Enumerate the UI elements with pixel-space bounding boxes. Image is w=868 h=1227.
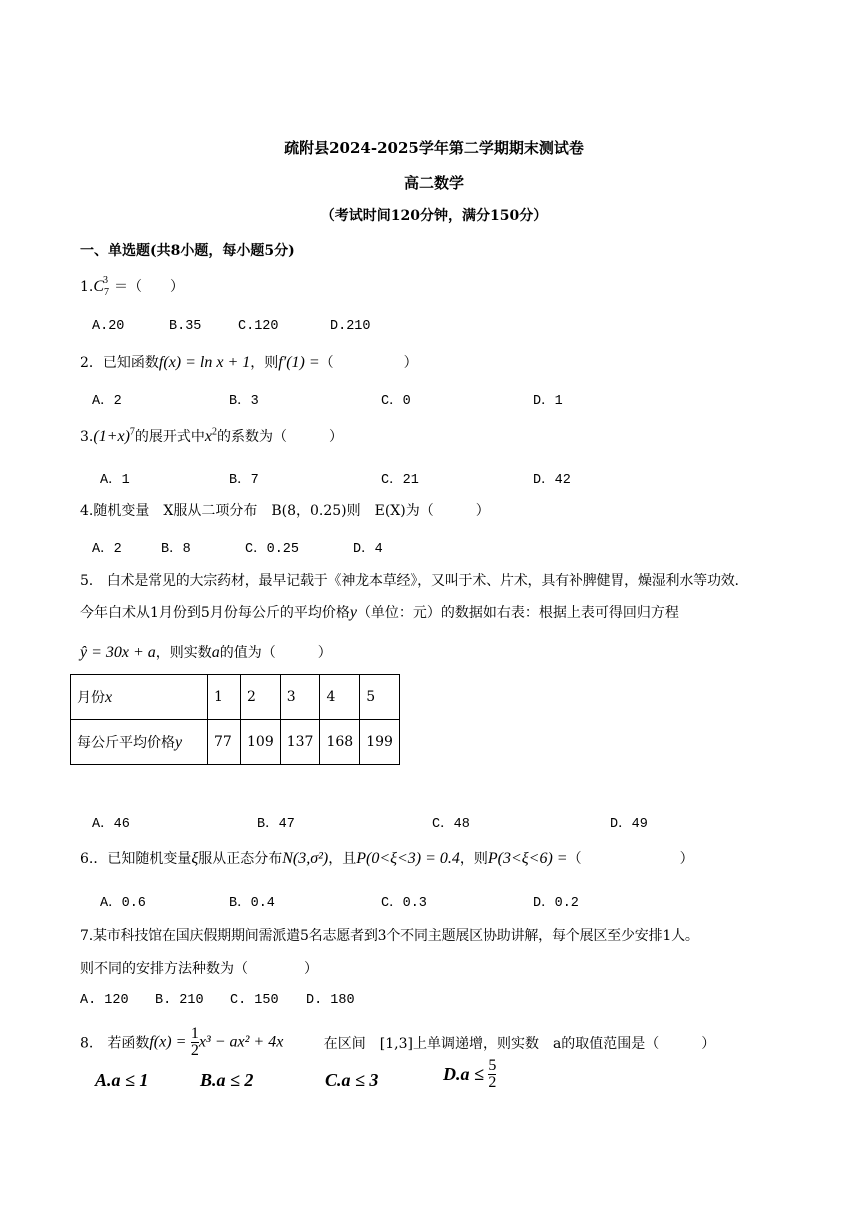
table-row bbox=[71, 675, 400, 720]
q6-option-a: A．0.6 bbox=[100, 896, 146, 911]
q7-option-a: A. 120 bbox=[80, 993, 129, 1008]
q8-option-c: C.a ≤ 3 bbox=[325, 1070, 379, 1090]
table-header-month: 月份x bbox=[71, 675, 208, 720]
question-3 bbox=[80, 426, 343, 446]
q7-line-2: 则不同的安排方法种数为（ ） bbox=[80, 961, 318, 977]
table-cell: 199 bbox=[360, 720, 400, 765]
q2-option-a: A．2 bbox=[92, 394, 122, 409]
q2-derivative: f′(1) = bbox=[278, 354, 320, 371]
q8-option-b: B.a ≤ 2 bbox=[200, 1070, 254, 1090]
q2-option-b: B．3 bbox=[229, 394, 259, 409]
q1-option-b: B.35 bbox=[169, 319, 202, 334]
exam-subject: 高二数学 bbox=[403, 174, 464, 192]
q3-tail: 的系数为（ ） bbox=[217, 429, 344, 445]
q1-combination: $C_7^3$ bbox=[93, 274, 110, 299]
exam-title: 疏附县2024-2025学年第二学期期末测试卷 bbox=[284, 139, 584, 157]
question-2 bbox=[80, 352, 418, 372]
q8-option-d-fraction: $\frac{5}{2}$ bbox=[488, 1057, 497, 1091]
q6-option-d: D．0.2 bbox=[533, 896, 579, 911]
q5-line-1: 5. 白术是常见的大宗药材，最早记载于《神龙本草经》，又叫于术、片术，具有补脾健胃，燥湿利水等功效. bbox=[80, 573, 739, 589]
question-1 bbox=[80, 276, 184, 298]
q8-option-d: D.a ≤ $\frac{5}{2}$ bbox=[443, 1057, 497, 1091]
q1-option-c: C.120 bbox=[238, 319, 279, 334]
question-4: 4.随机变量 X服从二项分布 B(8，0.25)则 E(X)为（ ） bbox=[80, 503, 490, 519]
q7-option-c: C. 150 bbox=[230, 993, 279, 1008]
q2-mid: ，则 bbox=[250, 355, 279, 371]
q1-number: 1. bbox=[80, 279, 94, 295]
q5-option-a: A．46 bbox=[92, 817, 130, 832]
table-cell: 2 bbox=[241, 675, 281, 720]
table-cell: 4 bbox=[320, 675, 360, 720]
q6-option-b: B．0.4 bbox=[229, 896, 275, 911]
q5-data-table bbox=[70, 674, 400, 765]
q5-option-c: C．48 bbox=[432, 817, 470, 832]
q4-option-c: C．0.25 bbox=[245, 542, 300, 557]
table-cell: 109 bbox=[241, 720, 281, 765]
q3-mid: 的展开式中 bbox=[134, 429, 205, 445]
table-row bbox=[71, 720, 400, 765]
q4-option-b: B．8 bbox=[161, 542, 191, 557]
q2-option-d: D．1 bbox=[533, 394, 563, 409]
q5-option-d: D．49 bbox=[610, 817, 648, 832]
question-6: 6.．已知随机变量ξ服从正态分布N(3,σ²)，且P(0<ξ<3) = 0.4，则P(3<ξ<6) =（ ） bbox=[80, 850, 694, 867]
q3-option-d: D．42 bbox=[533, 473, 571, 488]
table-cell: 168 bbox=[320, 720, 360, 765]
q1-option-d: D.210 bbox=[330, 319, 371, 334]
section-heading: 一、单选题(共8小题，每小题5分) bbox=[80, 243, 295, 259]
table-cell: 77 bbox=[208, 720, 241, 765]
q3-option-b: B．7 bbox=[229, 473, 259, 488]
q2-tail: （ ） bbox=[319, 355, 418, 371]
q3-lead: 3. bbox=[80, 429, 94, 445]
q1-option-a: A.20 bbox=[92, 319, 125, 334]
q5-line-2: 今年白术从1月份到5月份每公斤的平均价格y（单位：元）的数据如右表：根据上表可得回归方程 bbox=[80, 604, 679, 621]
q5-regression-equation: ŷ = 30x + a bbox=[80, 644, 156, 661]
table-header-price: 每公斤平均价格y bbox=[71, 720, 208, 765]
q8-option-a: A.a ≤ 1 bbox=[95, 1070, 149, 1090]
q4-option-a: A．2 bbox=[92, 542, 122, 557]
q3-option-a: A．1 bbox=[100, 473, 130, 488]
exam-info: （考试时间120分钟，满分150分） bbox=[320, 208, 548, 224]
table-cell: 1 bbox=[208, 675, 241, 720]
q3-option-c: C．21 bbox=[381, 473, 419, 488]
q5-line-3: ŷ = 30x + a，则实数a的值为（ ） bbox=[80, 644, 332, 661]
q5-option-b: B．47 bbox=[257, 817, 295, 832]
table-cell: 137 bbox=[280, 720, 320, 765]
table-cell: 5 bbox=[360, 675, 400, 720]
q4-option-d: D．4 bbox=[353, 542, 383, 557]
q7-line-1: 7.某市科技馆在国庆假期期间需派遣5名志愿者到3个不同主题展区协助讲解，每个展区至少安排1人。 bbox=[80, 928, 699, 944]
question-8: 8. 若函数f(x) = $\frac{1}{2}$ x³ − ax² + 4x 在区间 [1,3]上单调递增，则实数 a的取值范围是（ ） bbox=[80, 1025, 716, 1059]
q3-expression: $(1+x)^7$ bbox=[93, 426, 135, 445]
q6-normal-dist: N(3,σ²) bbox=[282, 850, 329, 867]
q2-option-c: C．0 bbox=[381, 394, 411, 409]
table-cell: 3 bbox=[280, 675, 320, 720]
q1-stem-tail: ＝（ ） bbox=[114, 279, 185, 295]
q6-option-c: C．0.3 bbox=[381, 896, 427, 911]
q2-function: f(x) = ln x + 1 bbox=[158, 354, 251, 371]
q8-fraction: $\frac{1}{2}$ bbox=[190, 1025, 199, 1059]
q2-lead: 2．已知函数 bbox=[80, 355, 159, 371]
q7-option-d: D. 180 bbox=[306, 993, 355, 1008]
q7-option-b: B. 210 bbox=[155, 993, 204, 1008]
q3-term: $x^2$ bbox=[204, 426, 218, 445]
